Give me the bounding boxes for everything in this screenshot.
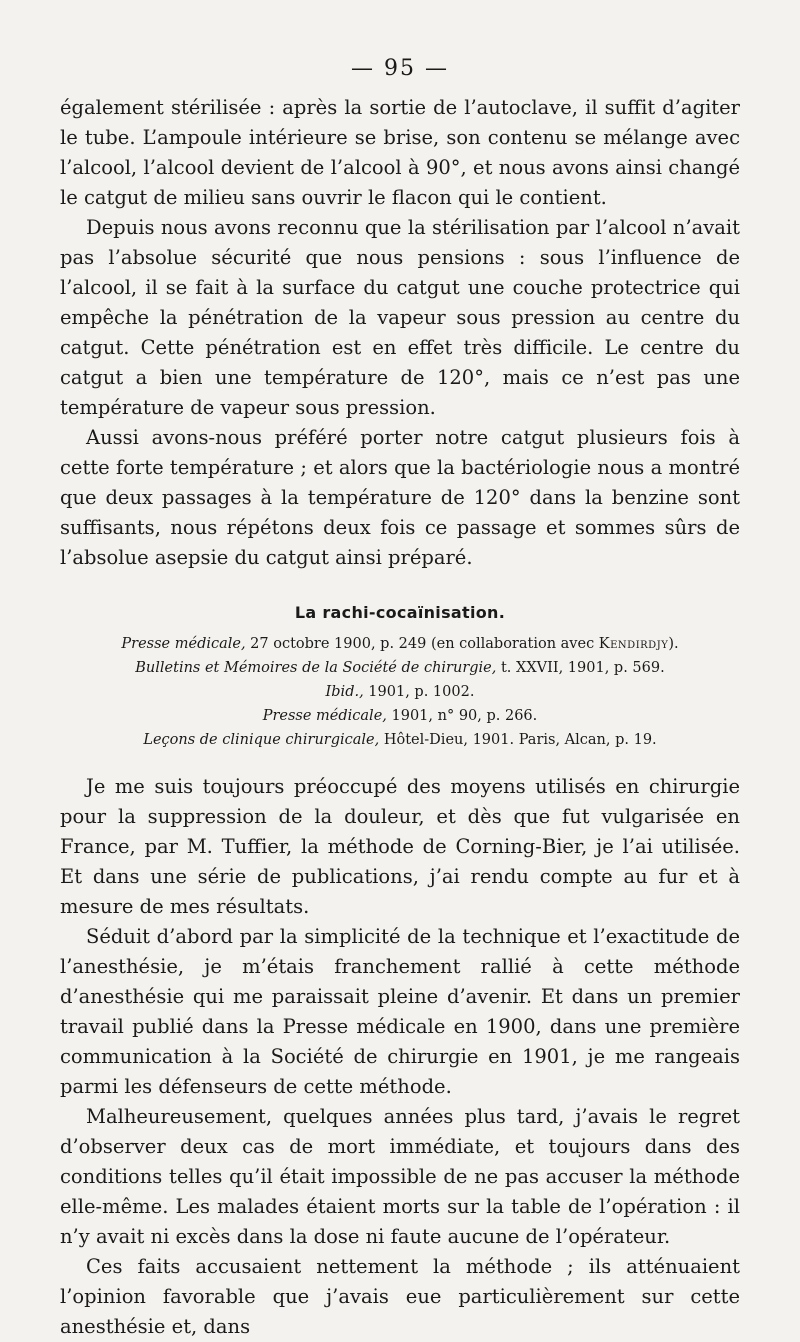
- reference-author: Kendirdjy: [598, 636, 669, 652]
- reference-end: ).: [668, 636, 679, 652]
- reference-item: [60, 656, 740, 680]
- reference-source: Presse médicale,: [121, 636, 246, 652]
- reference-item: [60, 680, 740, 704]
- reference-source: Presse médicale,: [262, 708, 387, 724]
- reference-item: [60, 728, 740, 752]
- reference-source: Leçons de clinique chirurgicale,: [143, 732, 380, 748]
- body-paragraph: Depuis nous avons reconnu que la stérilisation par l’alcool n’avait pas l’absolue sécurité que nous pensions : sous l’influence de l’alcool, il se fait à la surface du catgut une couche protectrice qui empêche la pénétration de la vapeur sous pression au centre du catgut. Cette pénétration est en effet très difficile. Le centre du catgut a bien une température de 120°, mais ce n’est pas une température de vapeur sous pression.: [60, 216, 740, 419]
- body-paragraph: Séduit d’abord par la simplicité de la technique et l’exactitude de l’anesthésie, je m’étais franchement rallié à cette méthode d’anesthésie qui me paraissait pleine d’avenir. Et dans un premier travail publié dans la Presse médicale en 1900, dans une première communication à la Société de chirurgie en 1901, je me rangeais parmi les défenseurs de cette méthode.: [60, 925, 740, 1098]
- reference-details: 1901, n° 90, p. 266.: [386, 708, 538, 724]
- body-paragraph: Malheureusement, quelques années plus tard, j’avais le regret d’observer deux cas de mort immédiate, et toujours dans des conditions telles qu’il était impossible de ne pas accuser la méthode elle-même. Les malades étaient morts sur la table de l’opération : il n’y avait ni excès dans la dose ni faute aucune de l’opérateur.: [60, 1105, 740, 1248]
- reference-list: [60, 632, 740, 752]
- reference-details: t. XXVII, 1901, p. 569.: [496, 660, 665, 676]
- reference-details: 1901, p. 1002.: [363, 684, 475, 700]
- body-paragraph: également stérilisée : après la sortie de l’autoclave, il suffit d’agiter le tube. L’ampoule intérieure se brise, son contenu se mélange avec l’alcool, l’alcool devient de l’alcool à 90°, et nous avons ainsi changé le catgut de milieu sans ouvrir le flacon qui le contient.: [60, 96, 740, 209]
- reference-details: Hôtel-Dieu, 1901. Paris, Alcan, p. 19.: [379, 732, 657, 748]
- body-paragraph: Aussi avons-nous préféré porter notre catgut plusieurs fois à cette forte température ; et alors que la bactériologie nous a montré que deux passages à la température de 120° dans la benzine sont suffisants, nous répétons deux fois ce passage et sommes sûrs de l’absolue asepsie du catgut ainsi préparé.: [60, 426, 740, 569]
- reference-details: 27 octobre 1900, p. 249 (en collaboration avec: [245, 636, 599, 652]
- body-paragraph: Je me suis toujours préoccupé des moyens utilisés en chirurgie pour la suppression de la douleur, et dès que fut vulgarisée en France, par M. Tuffier, la méthode de Corning-Bier, je l’ai utilisée. Et dans une série de publications, j’ai rendu compte au fur et à mesure de mes résultats.: [60, 775, 740, 918]
- reference-source: Bulletins et Mémoires de la Société de chirurgie,: [135, 660, 497, 676]
- section-title: La rachi-cocaïnisation.: [294, 603, 506, 622]
- reference-item: [60, 704, 740, 728]
- reference-item: [60, 632, 740, 656]
- reference-source: Ibid.,: [325, 684, 364, 700]
- body-paragraph: Ces faits accusaient nettement la méthode ; ils atténuaient l’opinion favorable que j’avais eue particulièrement sur cette anesthésie et, dans: [60, 1255, 740, 1338]
- page-number: — 95 —: [351, 56, 449, 81]
- document-page: [60, 56, 740, 1342]
